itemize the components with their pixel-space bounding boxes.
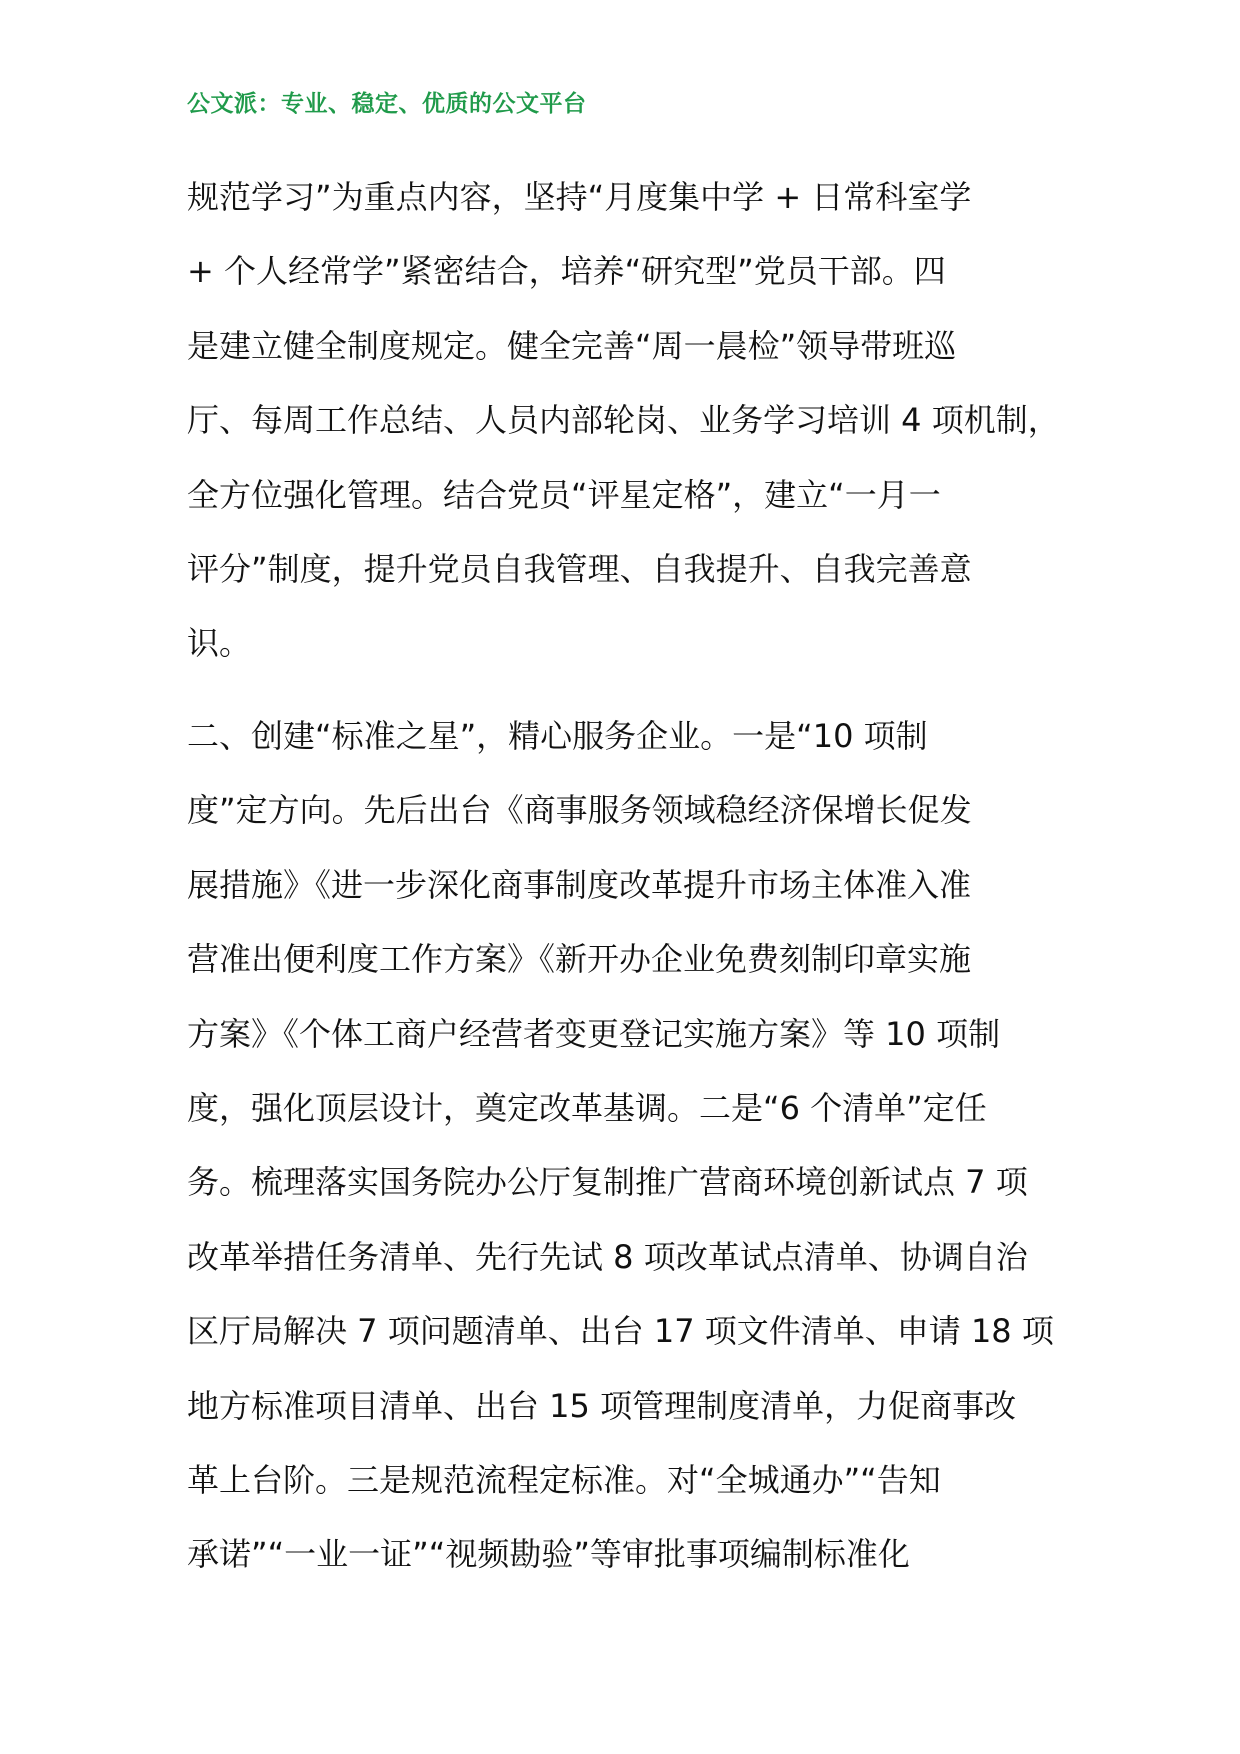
text-line: 务。梳理落实国务院办公厅复制推广营商环境创新试点 7 项 bbox=[187, 1163, 1028, 1202]
text-line: 度”定方向。先后出台《商事服务领域稳经济保增长促发 bbox=[187, 791, 972, 830]
text-line: 规范学习”为重点内容，坚持“月度集中学 + 日常科室学 bbox=[187, 178, 972, 216]
text-line: 是建立健全制度规定。健全完善“周一晨检”领导带班巡 bbox=[187, 326, 957, 365]
text-line: 方案》《个体工商户经营者变更登记实施方案》等 10 项制 bbox=[187, 1014, 1001, 1053]
paragraph-1 bbox=[187, 160, 1067, 681]
text-line: 厅、每周工作总结、人员内部轮岗、业务学习培训 4 项机制， bbox=[187, 401, 1060, 440]
text-line: 改革举措任务清单、先行先试 8 项改革试点清单、协调自治 bbox=[187, 1237, 1028, 1276]
text-line: 营准出便利度工作方案》《新开办企业免费刻制印章实施 bbox=[187, 940, 972, 979]
text-line: 区厅局解决 7 项问题清单、出台 17 项文件清单、申请 18 项 bbox=[187, 1312, 1054, 1351]
paragraph-2 bbox=[187, 699, 1067, 1592]
text-line: 承诺”“一业一证”“视频勘验”等审批事项编制标准化 bbox=[187, 1535, 910, 1574]
text-line: 地方标准项目清单、出台 15 项管理制度清单，力促商事改 bbox=[187, 1386, 1017, 1425]
text-line: 展措施》《进一步深化商事制度改革提升市场主体准入准 bbox=[187, 865, 972, 904]
page-header-title: 公文派：专业、稳定、优质的公文平台 bbox=[187, 91, 587, 117]
text-line: + 个人经常学”紧密结合，培养“研究型”党员干部。四 bbox=[187, 252, 946, 291]
text-line: 评分”制度，提升党员自我管理、自我提升、自我完善意 bbox=[187, 549, 972, 588]
text-line: 二、创建“标准之星”，精心服务企业。一是“10 项制 bbox=[187, 717, 928, 755]
text-line: 全方位强化管理。结合党员“评星定格”，建立“一月一 bbox=[187, 475, 941, 514]
text-line: 识。 bbox=[187, 624, 252, 663]
text-line: 革上台阶。三是规范流程定标准。对“全城通办”“告知 bbox=[187, 1460, 941, 1499]
text-line: 度，强化顶层设计，奠定改革基调。二是“6 个清单”定任 bbox=[187, 1088, 987, 1127]
